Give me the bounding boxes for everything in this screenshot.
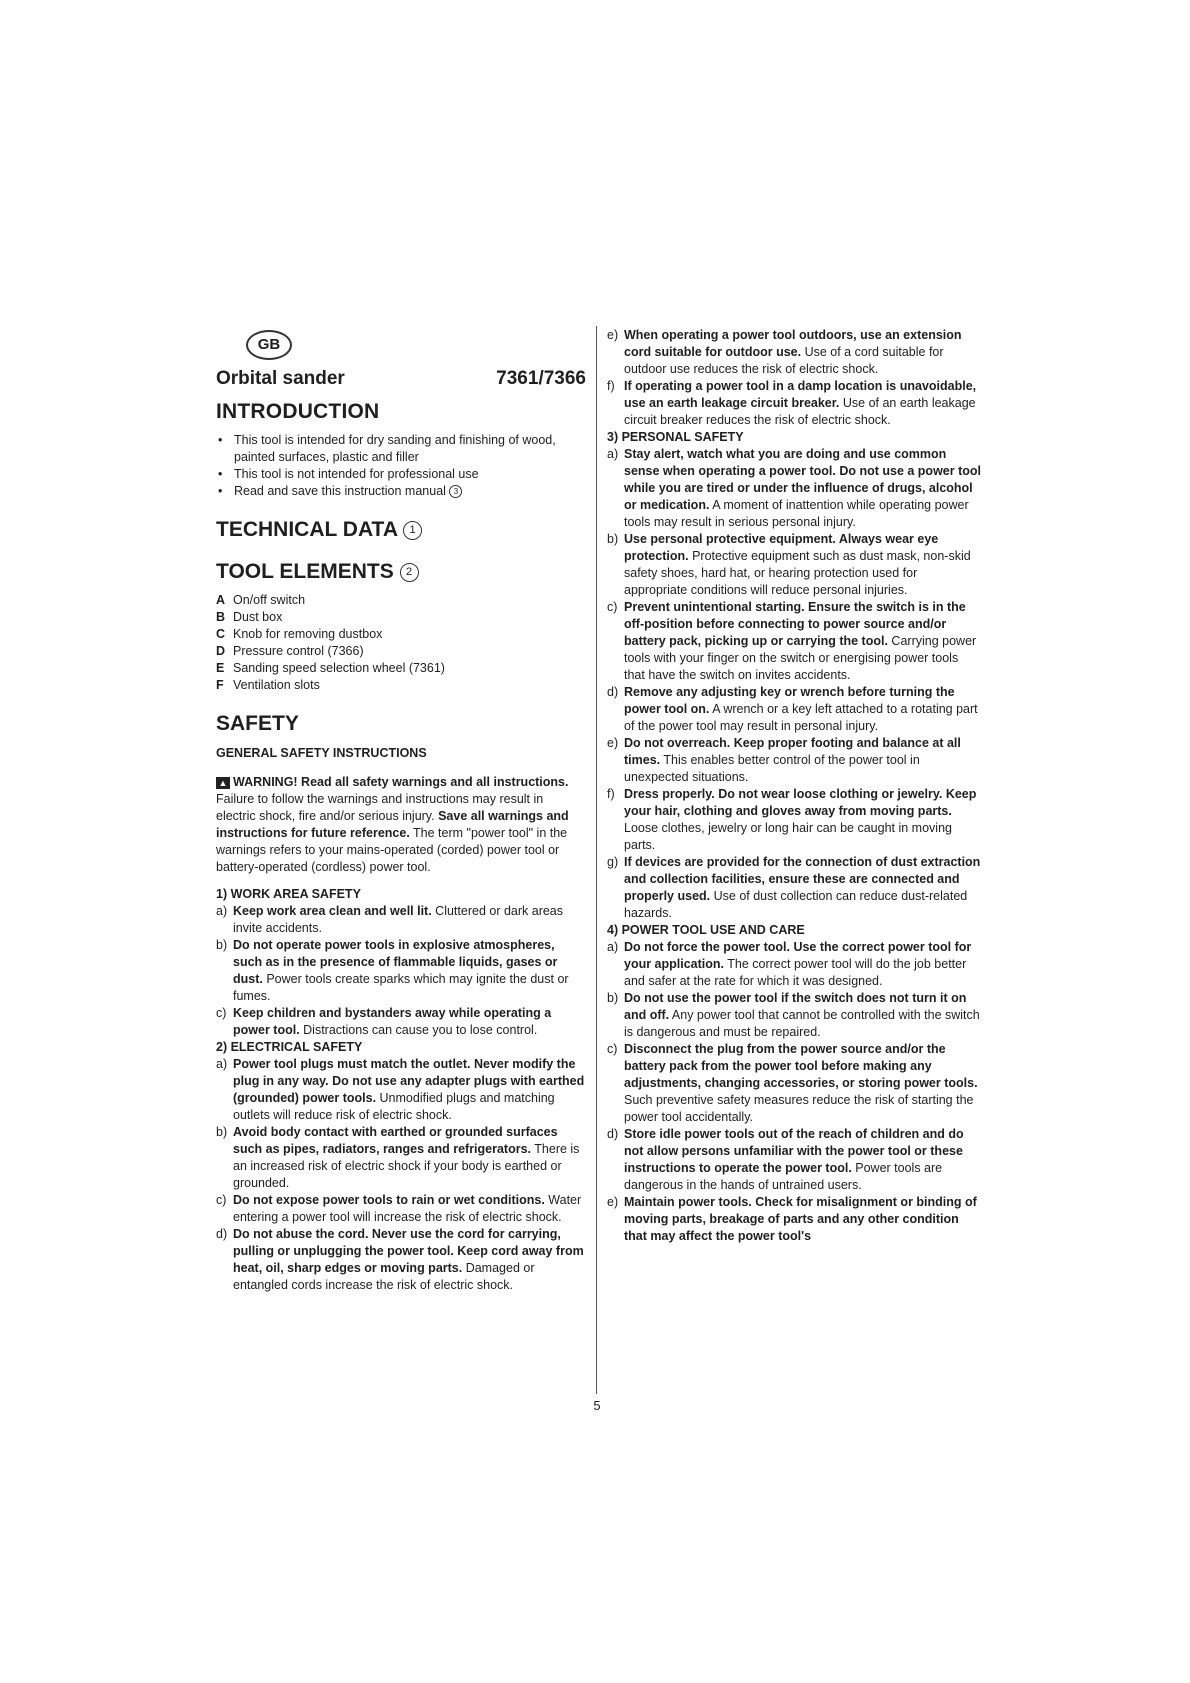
tool-elements-heading: TOOL ELEMENTS 2 <box>216 560 586 584</box>
safety-heading: SAFETY <box>216 712 299 735</box>
tool-use-heading: 4) POWER TOOL USE AND CARE <box>607 923 805 937</box>
technical-data-heading: TECHNICAL DATA 1 <box>216 518 586 542</box>
electrical-safety-heading: 2) ELECTRICAL SAFETY <box>216 1040 363 1054</box>
product-title-row <box>216 368 586 390</box>
figure-ref: 2 <box>400 563 419 582</box>
figure-ref: 1 <box>403 521 422 540</box>
list-item: D Pressure control (7366) <box>216 644 364 658</box>
list-item: a) Power tool plugs must match the outlet. Never modify the plug in any way. Do not use any adapter plugs with earthed (grounded) power tools. Unmodified plugs and matching outlets will reduce risk of electric shock. <box>216 1057 585 1122</box>
list-item: e) Maintain power tools. Check for misalignment or binding of moving parts, breakage of parts and any other condition that may affect the power tool's <box>607 1195 977 1243</box>
list-item: e) Do not overreach. Keep proper footing and balance at all times. This enables better control of the power tool in unexpected situations. <box>607 736 961 784</box>
list-item: b) Use personal protective equipment. Always wear eye protection. Protective equipment such as dust mask, non-skid safety shoes, hard hat, or hearing protection used for appropriate conditions will reduce personal injuries. <box>607 532 971 597</box>
list-item: f) Dress properly. Do not wear loose clothing or jewelry. Keep your hair, clothing and gloves away from moving parts. Loose clothes, jewelry or long hair can be caught in moving parts. <box>607 787 977 852</box>
list-item: • This tool is intended for dry sanding and finishing of wood, painted surfaces, plastic and filler <box>216 432 586 466</box>
list-item: B Dust box <box>216 610 283 624</box>
list-item: c) Disconnect the plug from the power source and/or the battery pack from the power tool before making any adjustments, changing accessories, or storing power tools. Such preventive safety measures reduce the risk of starting the power tool accidentally. <box>607 1042 978 1124</box>
list-item: a) Keep work area clean and well lit. Cluttered or dark areas invite accidents. <box>216 904 564 935</box>
list-item: C Knob for removing dustbox <box>216 627 383 641</box>
column-divider <box>596 326 597 1394</box>
warning-paragraph: ▲ WARNING! Read all safety warnings and all instructions. Failure to follow the warnings and instructions may result in electric shock, fire and/or serious injury. Save all warnings and instructions for future reference. The term "power tool" in the warnings refers to your mains-operated (corded) power tool or battery-operated (cordless) power tool. <box>216 775 569 874</box>
list-item: c) Prevent unintentional starting. Ensure the switch is in the off-position before connecting to power source and/or battery pack, picking up or carrying the tool. Carrying power tools with your finger on the switch or energising power tools that have the switch on invites accidents. <box>607 600 977 682</box>
list-item: b) Avoid body contact with earthed or grounded surfaces such as pipes, radiators, ranges and refrigerators. There is an increased risk of electric shock if your body is earthed or grounded. <box>216 1125 580 1190</box>
list-item: a) Do not force the power tool. Use the correct power tool for your application. The correct power tool will do the job better and safer at the rate for which it was designed. <box>607 940 972 988</box>
left-column <box>216 330 586 1294</box>
figure-ref: 3 <box>449 485 462 498</box>
general-safety-title: GENERAL SAFETY INSTRUCTIONS <box>216 746 427 760</box>
language-badge: GB <box>246 330 292 360</box>
list-item: b) Do not operate power tools in explosive atmospheres, such as in the presence of flammable liquids, gases or dust. Power tools create sparks which may ignite the dust or fumes. <box>216 938 569 1003</box>
list-item: b) Do not use the power tool if the switch does not turn it on and off. Any power tool that cannot be controlled with the switch is dangerous and must be repaired. <box>607 991 980 1039</box>
list-item: • This tool is not intended for professional use <box>216 466 586 483</box>
list-item: E Sanding speed selection wheel (7361) <box>216 661 445 675</box>
list-item: F Ventilation slots <box>216 678 320 692</box>
right-column <box>607 327 981 1245</box>
list-item: d) Remove any adjusting key or wrench before turning the power tool on. A wrench or a key left attached to a rotating part of the power tool may result in personal injury. <box>607 685 978 733</box>
tool-elements-list <box>216 592 586 694</box>
list-item: g) If devices are provided for the connection of dust extraction and collection facilities, ensure these are connected and properly used. Use of dust collection can reduce dust-related hazards. <box>607 855 981 920</box>
work-area-safety-heading: 1) WORK AREA SAFETY <box>216 887 361 901</box>
introduction-heading: INTRODUCTION <box>216 400 380 423</box>
model-number: 7361/7366 <box>496 368 586 389</box>
list-item: c) Keep children and bystanders away while operating a power tool. Distractions can cause you to lose control. <box>216 1006 552 1037</box>
list-item: c) Do not expose power tools to rain or wet conditions. Water entering a power tool will increase the risk of electric shock. <box>216 1193 582 1224</box>
product-name: Orbital sander <box>216 368 345 389</box>
intro-bullets <box>216 432 586 500</box>
list-item: • Read and save this instruction manual 3 <box>216 483 586 500</box>
page-number: 5 <box>593 1398 601 1413</box>
list-item: e) When operating a power tool outdoors, use an extension cord suitable for outdoor use. Use of a cord suitable for outdoor use reduces the risk of electric shock. <box>607 328 962 376</box>
personal-safety-heading: 3) PERSONAL SAFETY <box>607 430 744 444</box>
list-item: a) Stay alert, watch what you are doing and use common sense when operating a power tool. Do not use a power tool while you are tired or under the influence of drugs, alcohol or medication. A moment of inattention while operating power tools may result in serious personal injury. <box>607 447 981 529</box>
list-item: d) Do not abuse the cord. Never use the cord for carrying, pulling or unplugging the power tool. Keep cord away from heat, oil, sharp edges or moving parts. Damaged or entangled cords increase the risk of electric shock. <box>216 1227 584 1292</box>
list-item: f) If operating a power tool in a damp location is unavoidable, use an earth leakage circuit breaker. Use of an earth leakage circuit breaker reduces the risk of electric shock. <box>607 379 977 427</box>
warning-triangle-icon: ▲ <box>216 777 230 789</box>
list-item: A On/off switch <box>216 593 306 607</box>
list-item: d) Store idle power tools out of the reach of children and do not allow persons unfamiliar with the power tool or these instructions to operate the power tool. Power tools are dangerous in the hands of untrained users. <box>607 1127 964 1192</box>
